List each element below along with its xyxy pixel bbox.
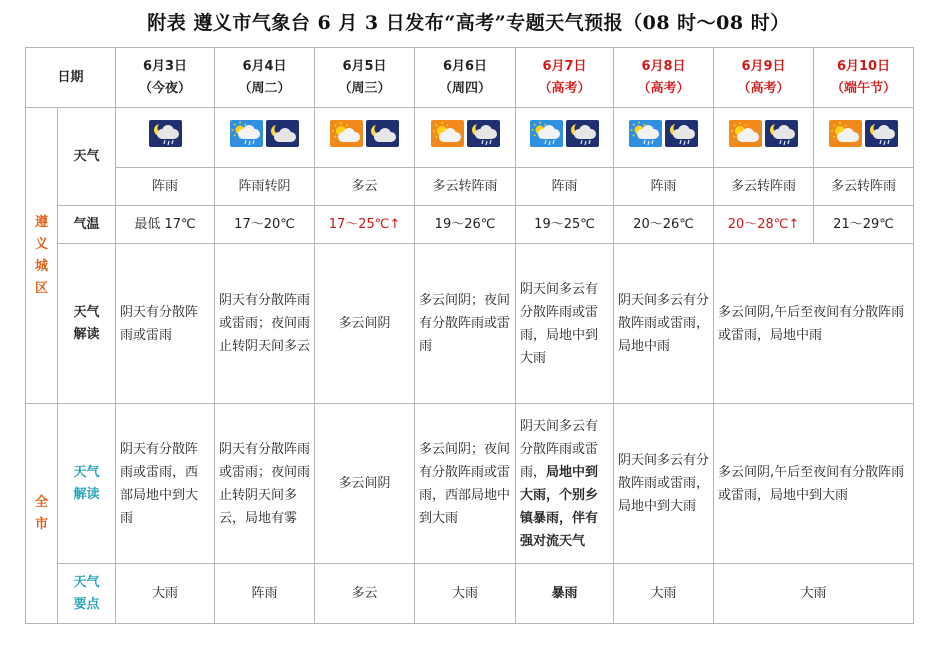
- interp-text-merged: 多云间阴,午后至夜间有分散阵雨或雷雨，局地中雨: [714, 244, 914, 404]
- interp-text: 多云间阴: [315, 404, 415, 564]
- up-arrow-icon: ↑: [389, 216, 401, 232]
- weather-icon-group: [431, 120, 500, 147]
- day-note: （周四）: [439, 80, 492, 96]
- weather-text: 多云转阵雨: [415, 168, 516, 206]
- day-header-highlight: [516, 48, 614, 108]
- interp-normal: 阴天间多云有分散阵雨或雷雨，: [520, 418, 599, 480]
- interp-label: [58, 404, 116, 564]
- date-header: 日期: [26, 48, 116, 108]
- temp-cell: [516, 206, 614, 244]
- temp-cell: [116, 206, 215, 244]
- weather-icon-group: [829, 120, 898, 147]
- day-cloudy-icon: [729, 120, 762, 147]
- point-text: 多云: [315, 564, 415, 624]
- day-date: 6月9日: [741, 58, 786, 74]
- day-header: [415, 48, 516, 108]
- weather-icon-group: [629, 120, 698, 147]
- day-header: [215, 48, 315, 108]
- day-note: （周三）: [338, 80, 391, 96]
- region-char: 区: [34, 280, 48, 296]
- day-header-highlight: [814, 48, 914, 108]
- icon-cell: [814, 108, 914, 168]
- temp-text: 19～25℃: [534, 216, 595, 232]
- points-label: [58, 564, 116, 624]
- temp-text: 19～26℃: [434, 216, 496, 232]
- all-interp-row: [26, 404, 914, 564]
- point-text: 大雨: [116, 564, 215, 624]
- interp-text: 多云间阴；夜间有分散阵雨或雷雨，西部局地中到大雨: [415, 404, 516, 564]
- icon-cell: [516, 108, 614, 168]
- weather-label: 天气: [58, 108, 116, 206]
- night-shower-icon: [149, 120, 182, 147]
- day-header-highlight: [614, 48, 714, 108]
- weather-text: 多云: [315, 168, 415, 206]
- temp-cell: [614, 206, 714, 244]
- icon-cell: [415, 108, 516, 168]
- interp-text: 阴天有分散阵雨或雷雨，西部局地中到大雨: [116, 404, 215, 564]
- interp-text: 阴天间多云有分散阵雨或雷雨，局地中雨: [614, 244, 714, 404]
- day-shower-icon: [530, 120, 563, 147]
- label-line: 天气: [73, 304, 100, 320]
- region-label-city: [26, 108, 58, 404]
- page-title: 附表 遵义市气象台 6 月 3 日发布“高考”专题天气预报（08 时～08 时）: [147, 12, 790, 34]
- night-shower-icon: [467, 120, 500, 147]
- city-icons-row: [26, 108, 914, 168]
- day-date: 6月3日: [142, 58, 188, 74]
- temp-text: 20～28℃: [727, 216, 789, 232]
- interp-label: [58, 244, 116, 404]
- icon-cell: [315, 108, 415, 168]
- day-cloudy-icon: [829, 120, 862, 147]
- day-cloudy-icon: [431, 120, 464, 147]
- city-temp-row: [26, 206, 914, 244]
- temp-cell-rising: [315, 206, 415, 244]
- weather-text: 阵雨: [516, 168, 614, 206]
- weather-icon-group: [729, 120, 798, 147]
- day-note: （高考）: [637, 80, 690, 96]
- night-cloudy-icon: [366, 120, 399, 147]
- point-text: 大雨: [415, 564, 516, 624]
- weather-icon-group: [230, 120, 299, 147]
- day-note: （高考）: [538, 80, 591, 96]
- weather-text: 阵雨: [614, 168, 714, 206]
- temp-cell: [415, 206, 516, 244]
- icon-cell: [714, 108, 814, 168]
- city-interp-row: [26, 244, 914, 404]
- weather-text: 多云转阵雨: [814, 168, 914, 206]
- day-date: 6月7日: [542, 58, 587, 74]
- interp-text: 多云间阴；夜间有分散阵雨或雷雨: [415, 244, 516, 404]
- label-line: 天气: [73, 574, 100, 590]
- day-date: 6月5日: [342, 58, 387, 74]
- weather-icon-group: [149, 120, 182, 147]
- temp-text: 最低 17℃: [134, 216, 196, 232]
- region-char: 全: [34, 494, 48, 510]
- point-text: 大雨: [614, 564, 714, 624]
- temp-cell: [215, 206, 315, 244]
- day-note: （高考）: [737, 80, 790, 96]
- region-label-all: [26, 404, 58, 624]
- region-char: 城: [34, 258, 48, 274]
- region-char: 市: [34, 516, 48, 532]
- weather-text: 阵雨转阴: [215, 168, 315, 206]
- day-date: 6月8日: [641, 58, 686, 74]
- label-line: 天气: [73, 464, 100, 480]
- weather-text: 多云转阵雨: [714, 168, 814, 206]
- label-line: 解读: [73, 486, 100, 502]
- temp-text: 17～20℃: [234, 216, 295, 232]
- day-date: 6月6日: [442, 58, 488, 74]
- day-note: （今夜）: [139, 80, 192, 96]
- icon-cell: [116, 108, 215, 168]
- icon-cell: [215, 108, 315, 168]
- day-note: （周二）: [238, 80, 291, 96]
- city-weather-row: [26, 168, 914, 206]
- interp-text-mixed: [516, 404, 614, 564]
- interp-text: 阴天有分散阵雨或雷雨；夜间雨止转阴天间多云，局地有雾: [215, 404, 315, 564]
- interp-text: 阴天有分散阵雨或雷雨；夜间雨止转阴天间多云: [215, 244, 315, 404]
- day-date: 6月4日: [242, 58, 287, 74]
- interp-text: 阴天间多云有分散阵雨或雷雨，局地中到大雨: [516, 244, 614, 404]
- day-header: [116, 48, 215, 108]
- day-header-highlight: [714, 48, 814, 108]
- temp-text: 17～25℃: [328, 216, 390, 232]
- header-row: [26, 48, 914, 108]
- day-cloudy-icon: [330, 120, 363, 147]
- region-char: 遵: [34, 214, 48, 230]
- night-shower-icon: [865, 120, 898, 147]
- point-text: 阵雨: [215, 564, 315, 624]
- region-char: 义: [34, 236, 48, 252]
- weather-icon-group: [530, 120, 599, 147]
- night-shower-icon: [566, 120, 599, 147]
- day-note: （端午节）: [831, 80, 897, 96]
- day-shower-icon: [629, 120, 662, 147]
- day-header: [315, 48, 415, 108]
- day-shower-icon: [230, 120, 263, 147]
- night-cloudy-icon: [266, 120, 299, 147]
- temp-text: 20～26℃: [633, 216, 694, 232]
- label-line: 解读: [73, 326, 100, 342]
- temp-label: 气温: [58, 206, 116, 244]
- temp-text: 21～29℃: [833, 216, 894, 232]
- night-shower-icon: [665, 120, 698, 147]
- weather-icon-group: [330, 120, 399, 147]
- point-text-merged: 大雨: [714, 564, 914, 624]
- interp-emphasis: 局地中到大雨，个别乡镇暴雨，伴有强对流天气: [520, 464, 599, 549]
- icon-cell: [614, 108, 714, 168]
- temp-cell: [814, 206, 914, 244]
- label-line: 要点: [73, 596, 100, 612]
- point-text: 暴雨: [516, 564, 614, 624]
- interp-text-merged: 多云间阴,午后至夜间有分散阵雨或雷雨，局地中到大雨: [714, 404, 914, 564]
- up-arrow-icon: ↑: [788, 216, 800, 232]
- temp-cell-rising: [714, 206, 814, 244]
- interp-text: 阴天有分散阵雨或雷雨: [116, 244, 215, 404]
- interp-text: 多云间阴: [315, 244, 415, 404]
- interp-text: 阴天间多云有分散阵雨或雷雨，局地中到大雨: [614, 404, 714, 564]
- weather-text: 阵雨: [116, 168, 215, 206]
- night-shower-icon: [765, 120, 798, 147]
- forecast-table: [25, 47, 914, 624]
- day-date: 6月10日: [836, 58, 891, 74]
- all-points-row: [26, 564, 914, 624]
